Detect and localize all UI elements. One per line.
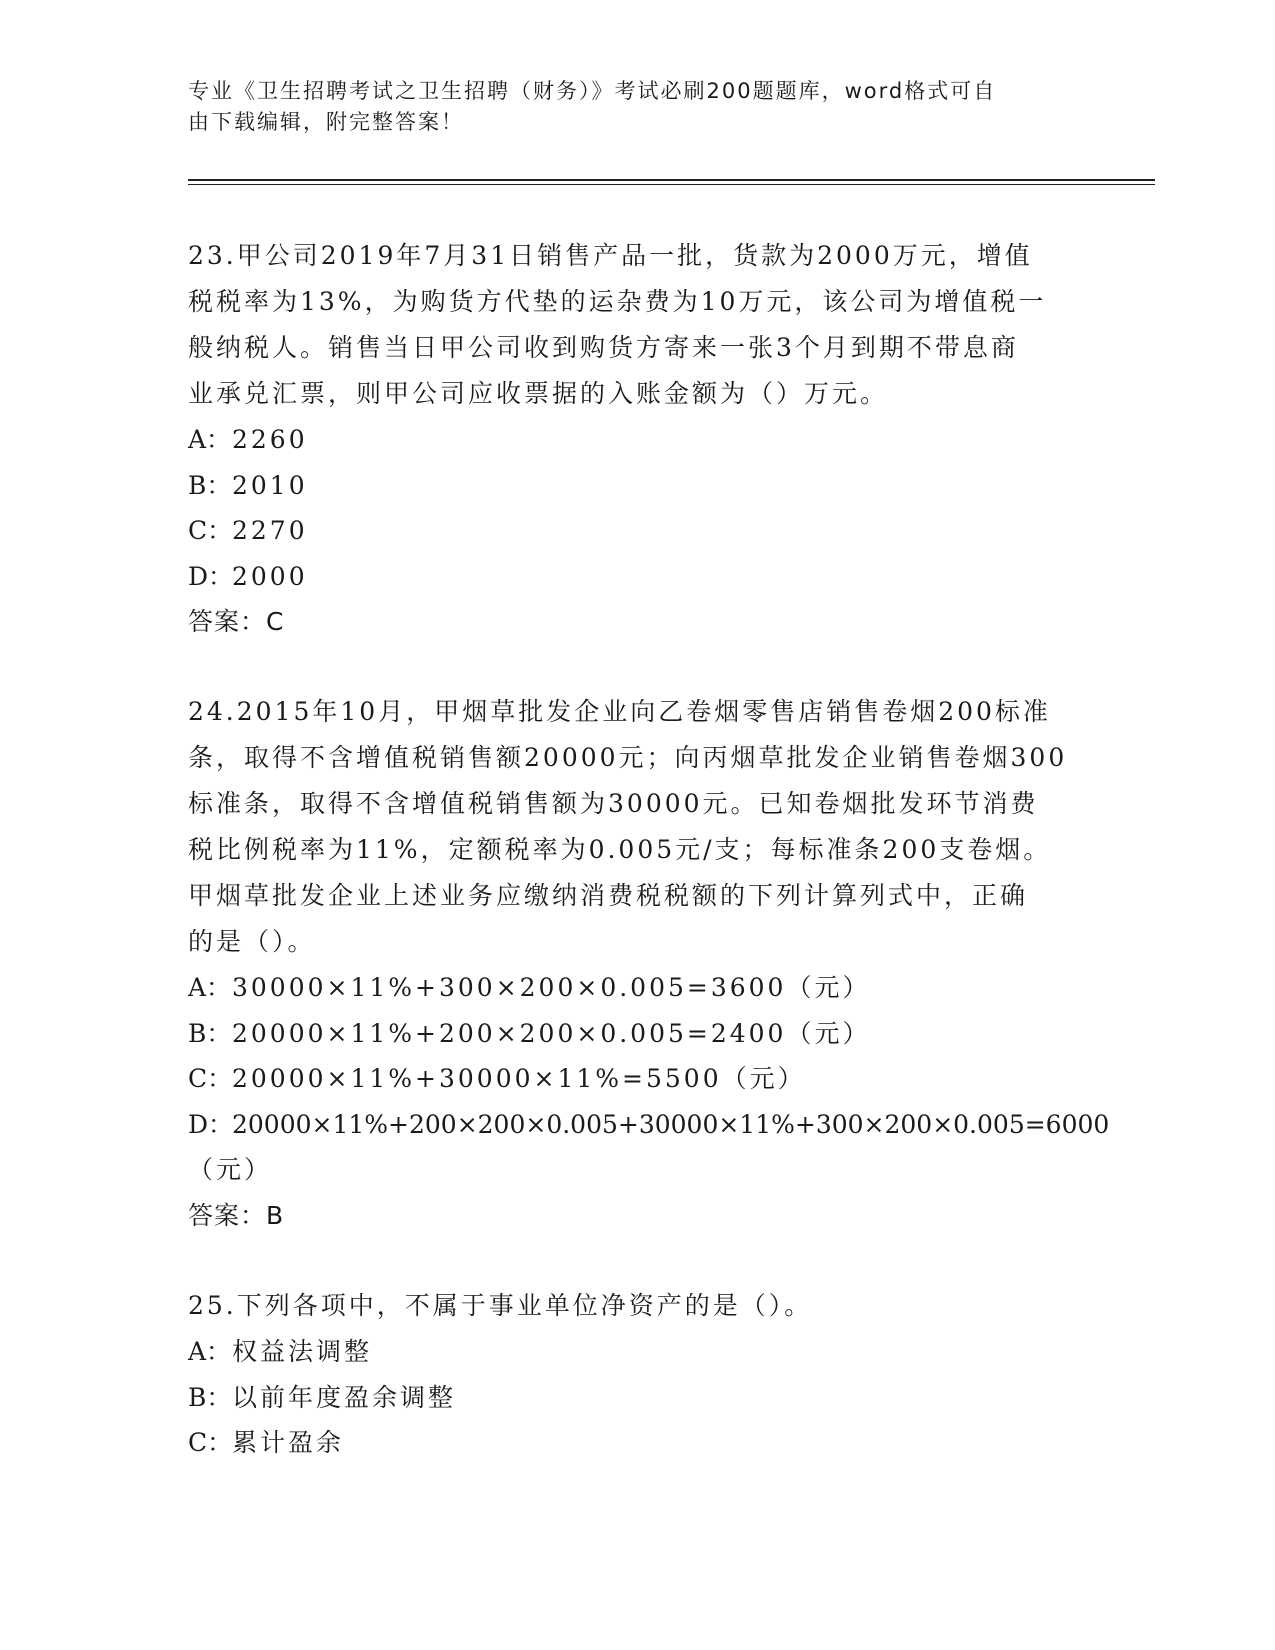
question-stem-line: 标准条，取得不含增值税销售额为30000元。已知卷烟批发环节消费	[188, 789, 1039, 818]
header-line-2: 由下载编辑，附完整答案！	[188, 110, 464, 134]
option-text: 20000×11%+30000×11%=5500（元）	[232, 1064, 806, 1093]
option-text: 2270	[232, 516, 308, 545]
document-header	[188, 76, 1078, 138]
question-stem-line: 条，取得不含增值税销售额20000元；向丙烟草批发企业销售卷烟300	[188, 743, 1068, 772]
option-text: 以前年度盈余调整	[232, 1382, 457, 1412]
question-stem-line: 税税率为13%，为购货方代垫的运杂费为10万元，该公司为增值税一	[188, 287, 1047, 316]
question-stem-line: 23.甲公司2019年7月31日销售产品一批，货款为2000万元，增值	[188, 241, 1033, 270]
option-text: 20000×11%+200×200×0.005+30000×11%+300×200×0.005=6000	[232, 1109, 1110, 1139]
option-letter: C：	[188, 516, 233, 545]
option-text: 累计盈余	[232, 1428, 345, 1457]
option-b	[188, 1011, 1088, 1057]
question-25	[188, 1283, 1088, 1466]
question-stem-line: 般纳税人。销售当日甲公司收到购货方寄来一张3个月到期不带息商	[188, 333, 1019, 362]
option-letter: B：	[188, 1018, 232, 1048]
option-c	[188, 1056, 1088, 1102]
question-stem-line: 24.2015年10月，甲烟草批发企业向乙卷烟零售店销售卷烟200标准	[188, 697, 1051, 726]
option-text: 30000×11%+300×200×0.005=3600（元）	[232, 973, 871, 1002]
option-b	[188, 1375, 1088, 1421]
option-letter: B：	[188, 1382, 232, 1412]
option-text: 2010	[232, 470, 308, 500]
answer-line: 答案：C	[188, 607, 285, 636]
option-a	[188, 1329, 1088, 1375]
question-stem-line: 甲烟草批发企业上述业务应缴纳消费税税额的下列计算列式中，正确	[188, 881, 1029, 910]
option-letter: D：	[188, 561, 234, 591]
option-letter: C：	[188, 1064, 233, 1093]
option-letter: C：	[188, 1428, 233, 1457]
option-text: 20000×11%+200×200×0.005=2400（元）	[232, 1018, 871, 1048]
option-letter: A：	[188, 1337, 232, 1366]
option-text: 权益法调整	[232, 1337, 373, 1366]
answer-line: 答案：B	[188, 1200, 285, 1230]
header-line-1: 专业《卫生招聘考试之卫生招聘（财务）》考试必刷200题题库，word格式可自	[188, 79, 997, 103]
option-d-continuation: （元）	[188, 1155, 273, 1184]
option-letter: B：	[188, 470, 232, 500]
question-stem-line: 业承兑汇票，则甲公司应收票据的入账金额为（）万元。	[188, 379, 889, 408]
header-divider-thin	[188, 184, 1155, 185]
option-a	[188, 417, 1088, 463]
option-a	[188, 965, 1088, 1011]
option-letter: D：	[188, 1109, 234, 1139]
question-stem-line: 的是（）。	[188, 927, 316, 956]
option-d	[188, 554, 1088, 600]
question-stem-line: 25.下列各项中，不属于事业单位净资产的是（）。	[188, 1291, 813, 1320]
question-stem-line: 税比例税率为11%，定额税率为0.005元/支；每标准条200支卷烟。	[188, 835, 1052, 864]
option-text: 2260	[232, 425, 308, 454]
question-23	[188, 233, 1088, 645]
question-24	[188, 689, 1110, 1238]
option-letter: A：	[188, 973, 232, 1002]
option-text: 2000	[232, 561, 308, 591]
option-b	[188, 463, 1088, 509]
option-c	[188, 1420, 1088, 1466]
option-letter: A：	[188, 425, 232, 454]
option-c	[188, 508, 1088, 554]
header-divider-thick	[188, 179, 1155, 181]
option-d	[188, 1102, 1110, 1148]
